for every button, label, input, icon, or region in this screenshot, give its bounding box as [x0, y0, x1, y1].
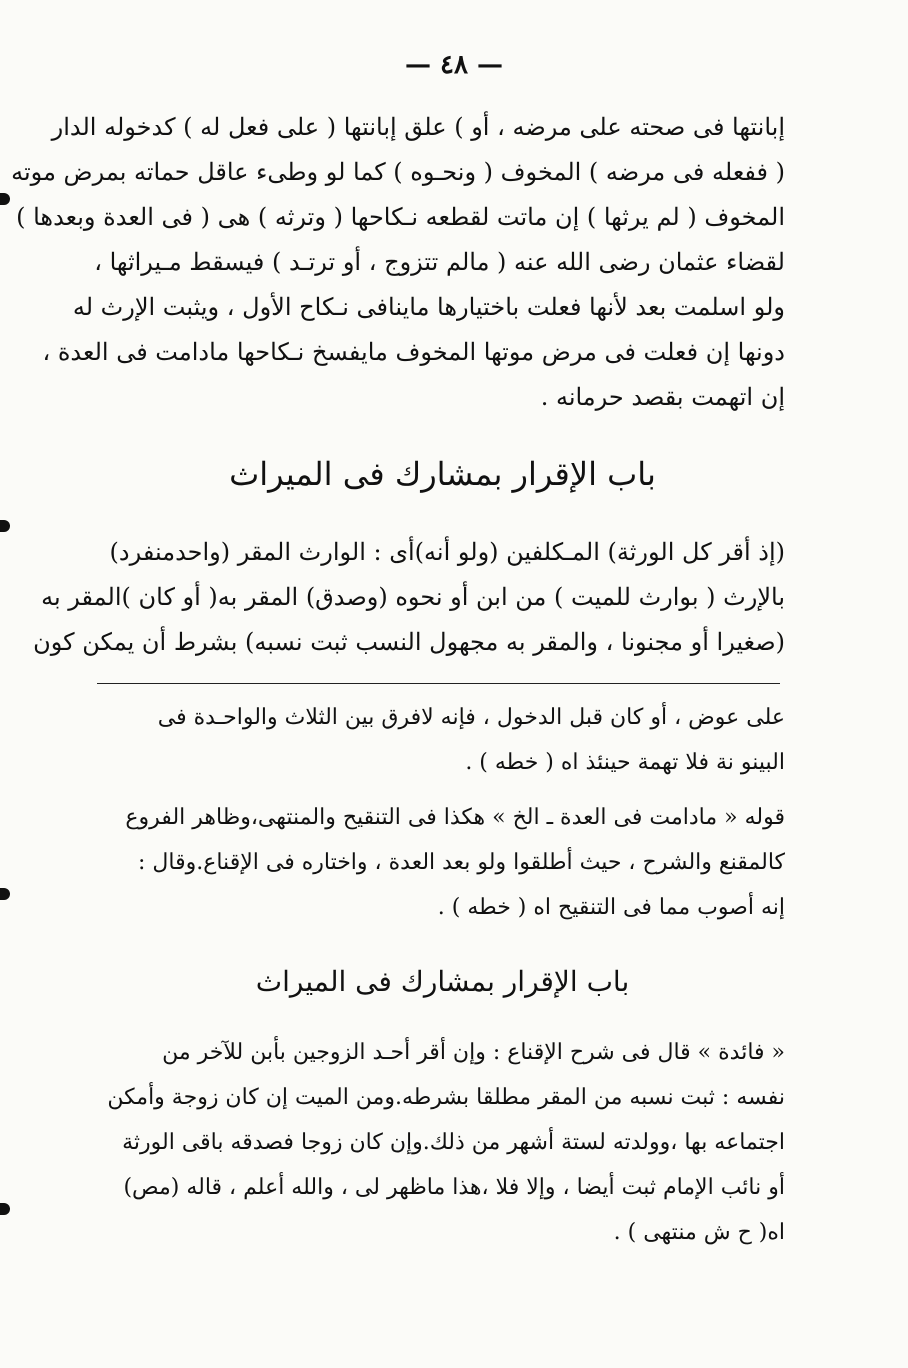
text-line: « فائدة » قال فى شرح الإقناع : وإن أقر أحـد الزوجين بأبن للآخر من [162, 1040, 785, 1065]
footnote-heading: باب الإقرار بمشارك فى الميراث [255, 965, 630, 998]
main-text-section-1 [11, 105, 785, 420]
page-edge-mark [0, 520, 10, 532]
text-line: (صغيرا أو مجنونا ، والمقر به مجهول النسب ثبت نسبه) بشرط أن يمكن كون [33, 628, 785, 656]
text-line: أو نائب الإمام ثبت أيضا ، وإلا فلا ،هذا ماظهر لى ، والله أعلم ، قاله (مص) [123, 1175, 785, 1200]
text-line: اجتماعه بها ،وولدته لستة أشهر من ذلك.وإن كان زوجا فصدقه باقى الورثة [122, 1130, 785, 1155]
text-line: ( ففعله فى مرضه ) المخوف ( ونحـوه ) كما لو وطىء عاقل حماته بمرض موته [11, 158, 785, 186]
text-line: نفسه : ثبت نسبه من المقر مطلقا بشرطه.ومن الميت إن كان زوجة وأمكن [107, 1085, 785, 1110]
text-line: ولو اسلمت بعد لأنها فعلت باختيارها ماينافى نـكاح الأول ، ويثبت الإرث له [72, 293, 785, 321]
text-line: بالإرث ( بوارث للميت ) من ابن أو نحوه (وصدق) المقر به( أو كان )المقر به [41, 583, 785, 611]
text-line: (إذ أقر كل الورثة) المـكلفين (ولو أنه)أى : الوارث المقر (واحدمنفرد) [109, 538, 785, 566]
footnote-1 [100, 695, 785, 785]
page-edge-mark [0, 193, 10, 205]
section-heading: باب الإقرار بمشارك فى الميراث [229, 455, 656, 493]
page-number: — ٤٨ — [404, 50, 504, 80]
text-line: إنه أصوب مما فى التنقيح اه ( خطه ) . [437, 895, 785, 920]
footnote-divider [97, 683, 780, 684]
text-line: المخوف ( لم يرثها ) إن ماتت لقطعه نـكاحها ( وترثه ) هى ( فى العدة وبعدها ) [16, 203, 785, 231]
text-line: كالمقنع والشرح ، حيث أطلقوا ولو بعد العدة ، واختاره فى الإقناع.وقال : [138, 850, 785, 875]
text-line: البينو نة فلا تهمة حينئذ اه ( خطه ) . [465, 750, 785, 775]
text-line: إبانتها فى صحته على مرضه ، أو ) علق إبانتها ( على فعل له ) كدخوله الدار [51, 113, 785, 141]
footnote-3 [100, 1030, 785, 1255]
page-edge-mark [0, 888, 10, 900]
text-line: دونها إن فعلت فى مرض موتها المخوف مايفسخ نـكاحها مادامت فى العدة ، [42, 338, 785, 366]
text-line: لقضاء عثمان رضى الله عنه ( مالم تتزوج ، أو ترتـد ) فيسقط مـيراثها ، [94, 248, 785, 276]
text-line: إن اتهمت بقصد حرمانه . [540, 383, 785, 411]
main-text-section-2 [33, 530, 785, 665]
text-line: قوله « مادامت فى العدة ـ الخ » هكذا فى التنقيح والمنتهى،وظاهر الفروع [125, 805, 785, 830]
text-line: اه( ح ش منتهى ) . [613, 1220, 785, 1245]
text-line: على عوض ، أو كان قبل الدخول ، فإنه لافرق بين الثلاث والواحـدة فى [157, 705, 785, 730]
footnote-2 [100, 795, 785, 930]
page-edge-mark [0, 1203, 10, 1215]
